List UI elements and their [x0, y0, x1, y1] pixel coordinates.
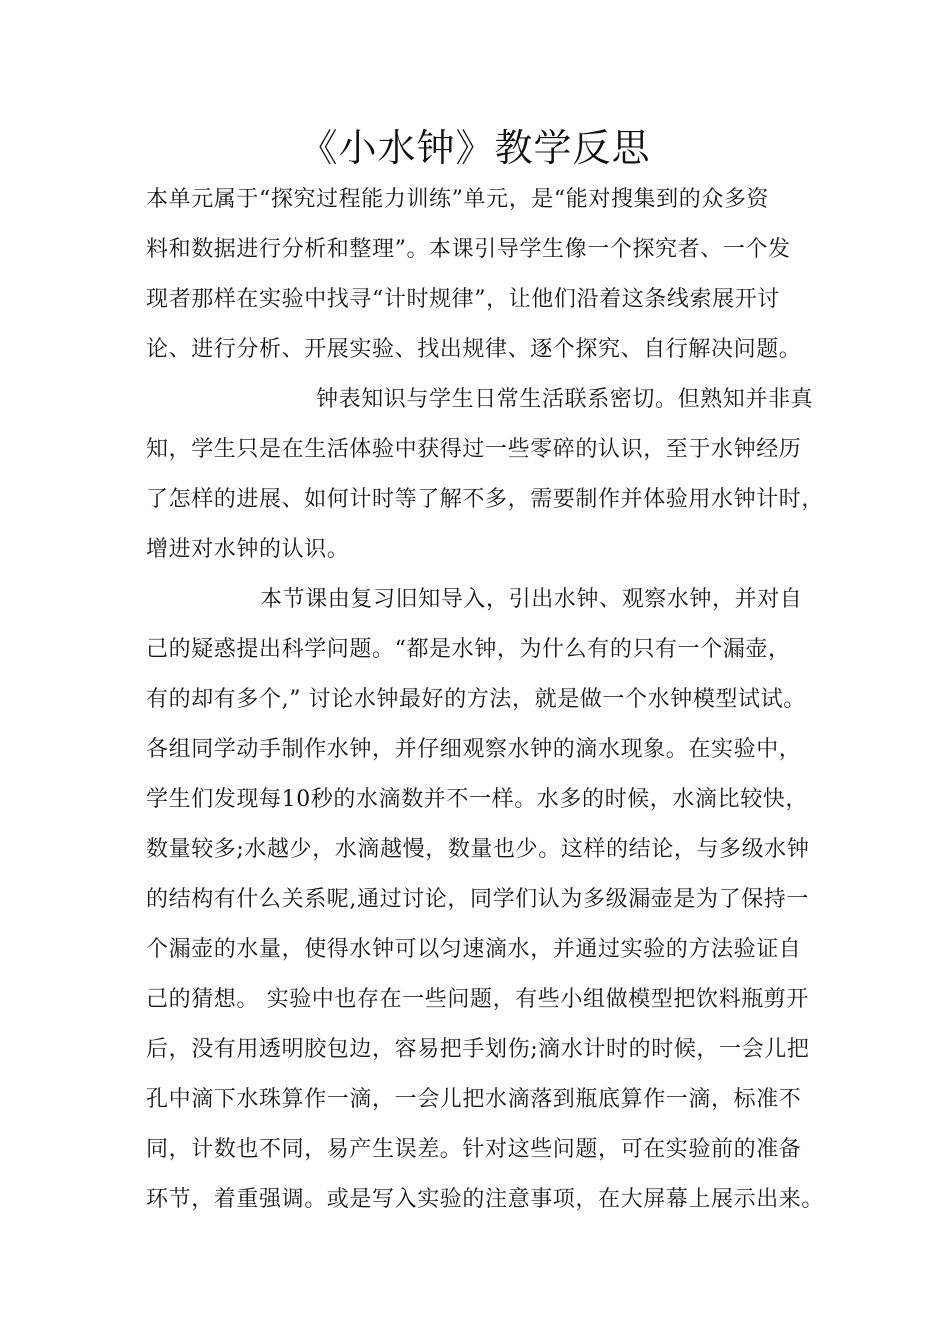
text-line: 论、进行分析、开展实验、找出规律、逐个探究、自行解决问题。	[146, 337, 802, 362]
text-line: 料和数据进行分析和整理”。本课引导学生像一个探究者、一个发	[146, 237, 791, 262]
text-line: 本单元属于“探究过程能力训练”单元，是“能对搜集到的众多资	[146, 187, 770, 212]
text-line: 的结构有什么关系呢,通过讨论，同学们认为多级漏壶是为了保持一	[146, 887, 809, 912]
text-line: 同，计数也不同，易产生误差。针对这些问题，可在实验前的准备	[146, 1137, 802, 1162]
text-line: 知，学生只是在生活体验中获得过一些零碎的认识，至于水钟经历	[146, 437, 802, 462]
document-title: 《小水钟》教学反思	[299, 126, 651, 170]
text-line: 增进对水钟的认识。	[146, 537, 350, 562]
text-line: 己的疑惑提出科学问题。“都是水钟，为什么有的只有一个漏壶，	[146, 637, 791, 662]
text-line: 数量较多;水越少，水滴越慢，数量也少。这样的结论，与多级水钟	[146, 837, 810, 862]
text-line: 学生们发现每10秒的水滴数并不一样。水多的时候，水滴比较快，	[146, 787, 808, 812]
text-line: 环节，着重强调。或是写入实验的注意事项，在大屏幕上展示出来。	[146, 1187, 825, 1212]
text-line: 孔中滴下水珠算作一滴，一会儿把水滴落到瓶底算作一滴，标准不	[146, 1087, 802, 1112]
text-line: 本节课由复习旧知导入，引出水钟、观察水钟，并对自	[260, 587, 803, 612]
text-line: 个漏壶的水量，使得水钟可以匀速滴水，并通过实验的方法验证自	[146, 937, 802, 962]
text-line: 了怎样的进展、如何计时等了解不多，需要制作并体验用水钟计时，	[146, 487, 825, 512]
text-line: 己的猜想。 实验中也存在一些问题，有些小组做模型把饮料瓶剪开	[146, 987, 809, 1012]
text-line: 各组同学动手制作水钟，并仔细观察水钟的滴水现象。在实验中，	[146, 737, 802, 762]
text-line: 钟表知识与学生日常生活联系密切。但熟知并非真	[316, 387, 814, 412]
text-line: 有的却有多个,” 讨论水钟最好的方法，就是做一个水钟模型试试。	[146, 687, 806, 712]
text-line: 后，没有用透明胶包边，容易把手划伤;滴水计时的时候，一会儿把	[146, 1037, 810, 1062]
text-line: 现者那样在实验中找寻“计时规律”，让他们沿着这条线索展开讨	[146, 287, 780, 312]
